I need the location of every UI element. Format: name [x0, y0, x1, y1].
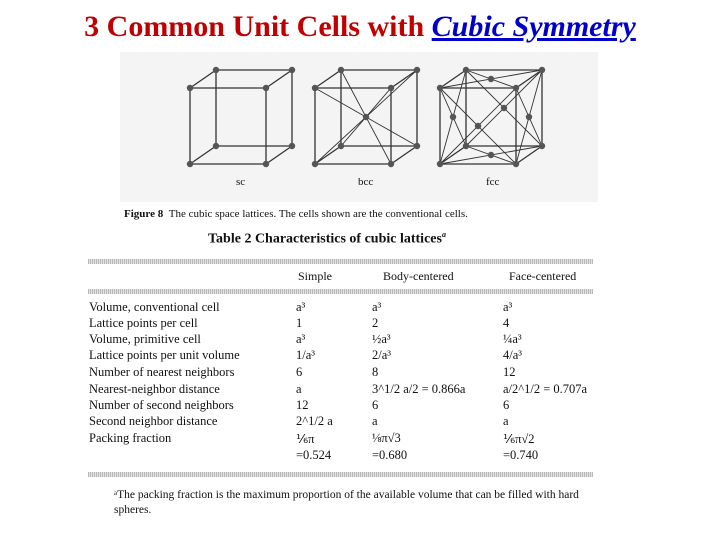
- row-value: 12: [296, 398, 309, 412]
- row-value: 2: [372, 316, 379, 330]
- row-value: =0.740: [503, 448, 539, 462]
- row-value: 4: [503, 316, 510, 330]
- table-row: [89, 365, 599, 381]
- row-value: a: [372, 414, 378, 428]
- header-body-centered: Body-centered: [383, 269, 454, 283]
- row-value: 1/a³: [296, 348, 316, 362]
- row-value: 12: [503, 365, 516, 379]
- label-fcc: fcc: [486, 176, 500, 188]
- header-simple: Simple: [298, 269, 333, 283]
- table-row: [89, 414, 599, 430]
- table-title-sup: a: [441, 230, 446, 239]
- table-title-text: Table 2 Characteristics of cubic lattices: [208, 231, 442, 247]
- bcc-lattice-point: [388, 85, 394, 91]
- title-prefix: 3 Common Unit Cells with: [84, 10, 432, 43]
- row-label: Packing fraction: [89, 431, 172, 445]
- table-row: [89, 348, 599, 364]
- sc-lattice-point: [213, 67, 219, 73]
- row-value: 6: [372, 398, 379, 412]
- row-value: a: [296, 382, 302, 396]
- bcc-edge: [315, 146, 341, 164]
- fcc-lattice-point: [437, 161, 443, 167]
- sc-edge: [190, 146, 216, 164]
- sc-edge: [266, 146, 292, 164]
- row-label: Volume, primitive cell: [89, 332, 201, 346]
- sc-lattice-point: [263, 161, 269, 167]
- fcc-lattice-point: [539, 67, 545, 73]
- title-link[interactable]: Cubic Symmetry: [431, 10, 636, 43]
- table-rule-header: [88, 289, 593, 294]
- fcc-face-point: [450, 114, 456, 120]
- table-row: [89, 382, 599, 398]
- row-value: 4/a³: [503, 348, 523, 362]
- fcc-face-point: [488, 152, 494, 158]
- table-footnote: ᵃThe packing fraction is the maximum proportion of the available volume that can be filled with hard spheres.: [114, 489, 579, 516]
- row-value: ⅛π√3: [372, 431, 401, 445]
- sc-edge: [266, 70, 292, 88]
- caption-label: Figure 8: [124, 208, 164, 220]
- row-value: a³: [296, 332, 306, 346]
- fcc-face-point: [488, 76, 494, 82]
- bcc-center-point: [363, 114, 369, 120]
- row-label: Lattice points per unit volume: [89, 348, 240, 362]
- bcc-lattice-point: [338, 67, 344, 73]
- figure-caption: [124, 208, 468, 220]
- row-value: 6: [296, 365, 303, 379]
- row-value: a³: [296, 300, 306, 314]
- bcc-lattice-point: [338, 143, 344, 149]
- row-value: ⅙π√2: [503, 432, 535, 446]
- table-rule-top: [88, 259, 593, 264]
- fcc-lattice-point: [539, 143, 545, 149]
- fcc-lattice-point: [463, 143, 469, 149]
- row-value: a³: [372, 300, 382, 314]
- fcc-face-point: [501, 105, 507, 111]
- bcc-lattice-point: [388, 161, 394, 167]
- fcc-lattice-point: [513, 85, 519, 91]
- row-value: a³: [503, 300, 513, 314]
- bcc-edge: [391, 70, 417, 88]
- row-label: Second neighbor distance: [89, 414, 218, 428]
- header-face-centered: Face-centered: [509, 269, 577, 283]
- row-value: ¼a³: [503, 332, 522, 346]
- fcc-lattice-point: [437, 85, 443, 91]
- table-row: [89, 448, 599, 464]
- row-label: Number of second neighbors: [89, 398, 234, 412]
- sc-lattice-point: [289, 67, 295, 73]
- row-value: ⅙π: [296, 432, 315, 446]
- bcc-edge: [391, 146, 417, 164]
- bcc-lattice-point: [414, 67, 420, 73]
- bcc-lattice-point: [312, 85, 318, 91]
- row-label: Nearest-neighbor distance: [89, 382, 220, 396]
- row-label: Lattice points per cell: [89, 316, 198, 330]
- row-value: 1: [296, 316, 303, 330]
- row-value: 8: [372, 365, 379, 379]
- slide-title: [0, 10, 720, 44]
- row-value: ½a³: [372, 332, 391, 346]
- sc-edge: [190, 70, 216, 88]
- row-value: a/2^1/2 = 0.707a: [503, 382, 588, 396]
- table-rule-bottom: [88, 472, 593, 477]
- sc-lattice-point: [289, 143, 295, 149]
- row-value: 3^1/2 a/2 = 0.866a: [372, 382, 466, 396]
- label-bcc: bcc: [358, 176, 374, 188]
- row-label: Number of nearest neighbors: [89, 365, 235, 379]
- row-value: =0.680: [372, 448, 408, 462]
- table-row: [89, 332, 599, 348]
- table-row: [89, 316, 599, 332]
- sc-lattice-point: [187, 161, 193, 167]
- row-value: a: [503, 414, 509, 428]
- table-row: [89, 398, 599, 414]
- label-sc: sc: [236, 176, 246, 188]
- fcc-face-point: [526, 114, 532, 120]
- row-value: 2/a³: [372, 348, 392, 362]
- row-value: 6: [503, 398, 510, 412]
- sc-lattice-point: [263, 85, 269, 91]
- row-value: =0.524: [296, 448, 332, 462]
- bcc-lattice-point: [414, 143, 420, 149]
- fcc-lattice-point: [513, 161, 519, 167]
- sc-lattice-point: [187, 85, 193, 91]
- table-row: [89, 300, 599, 316]
- fcc-face-point: [475, 123, 481, 129]
- bcc-lattice-point: [312, 161, 318, 167]
- row-label: Volume, conventional cell: [89, 300, 220, 314]
- sc-lattice-point: [213, 143, 219, 149]
- caption-text: The cubic space lattices. The cells shown are the conventional cells.: [168, 208, 468, 220]
- table-row: [89, 431, 599, 447]
- row-value: 2^1/2 a: [296, 414, 333, 428]
- fcc-lattice-point: [463, 67, 469, 73]
- table-title: [208, 230, 446, 248]
- bcc-edge: [315, 70, 341, 88]
